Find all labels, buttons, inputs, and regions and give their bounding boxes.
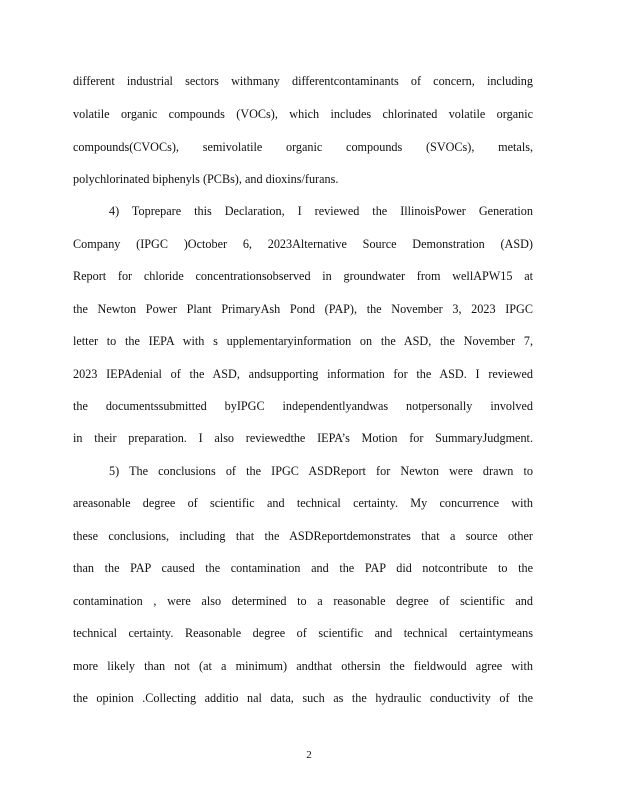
- text-line: the Newton Power Plant PrimaryAsh Pond (PAP), the November 3, 2023 IPGC: [73, 302, 533, 316]
- text-line: the documentssubmitted byIPGC independentlyandwas notpersonally involved: [73, 399, 533, 413]
- paragraph-4-first-line: 4) Toprepare this Declaration, I reviewed the IllinoisPower Generation: [109, 204, 533, 218]
- text-line: these conclusions, including that the ASDReportdemonstrates that a source other: [73, 529, 533, 543]
- text-line: areasonable degree of scientific and technical certainty. My concurrence with: [73, 496, 533, 510]
- text-line: Company (IPGC )October 6, 2023Alternative Source Demonstration (ASD): [73, 237, 533, 251]
- text-line: letter to the IEPA with s upplementaryinformation on the ASD, the November 7,: [73, 334, 533, 348]
- text-line: more likely than not (at a minimum) andthat othersin the fieldwould agree with: [73, 659, 533, 673]
- text-line: contamination , were also determined to a reasonable degree of scientific and: [73, 594, 533, 608]
- paragraph-5-first-line: 5) The conclusions of the IPGC ASDReport for Newton were drawn to: [109, 464, 533, 478]
- text-line: the opinion .Collecting additio nal data, such as the hydraulic conductivity of the: [73, 691, 533, 705]
- text-line: 2023 IEPAdenial of the ASD, andsupporting information for the ASD. I reviewed: [73, 367, 533, 381]
- text-line: technical certainty. Reasonable degree of scientific and technical certaintymeans: [73, 626, 533, 640]
- text-line: compounds(CVOCs), semivolatile organic compounds (SVOCs), metals,: [73, 140, 533, 154]
- page-number: 2: [306, 749, 312, 761]
- text-line: different industrial sectors withmany differentcontaminants of concern, including: [73, 74, 533, 88]
- text-line: volatile organic compounds (VOCs), which includes chlorinated volatile organic: [73, 107, 533, 121]
- text-line: than the PAP caused the contamination and the PAP did notcontribute to the: [73, 561, 533, 575]
- text-line: polychlorinated biphenyls (PCBs), and dioxins/furans.: [73, 172, 339, 186]
- text-line: Report for chloride concentrationsobserved in groundwater from wellAPW15 at: [73, 269, 533, 283]
- text-line: in their preparation. I also reviewedthe IEPA’s Motion for SummaryJudgment.: [73, 431, 533, 445]
